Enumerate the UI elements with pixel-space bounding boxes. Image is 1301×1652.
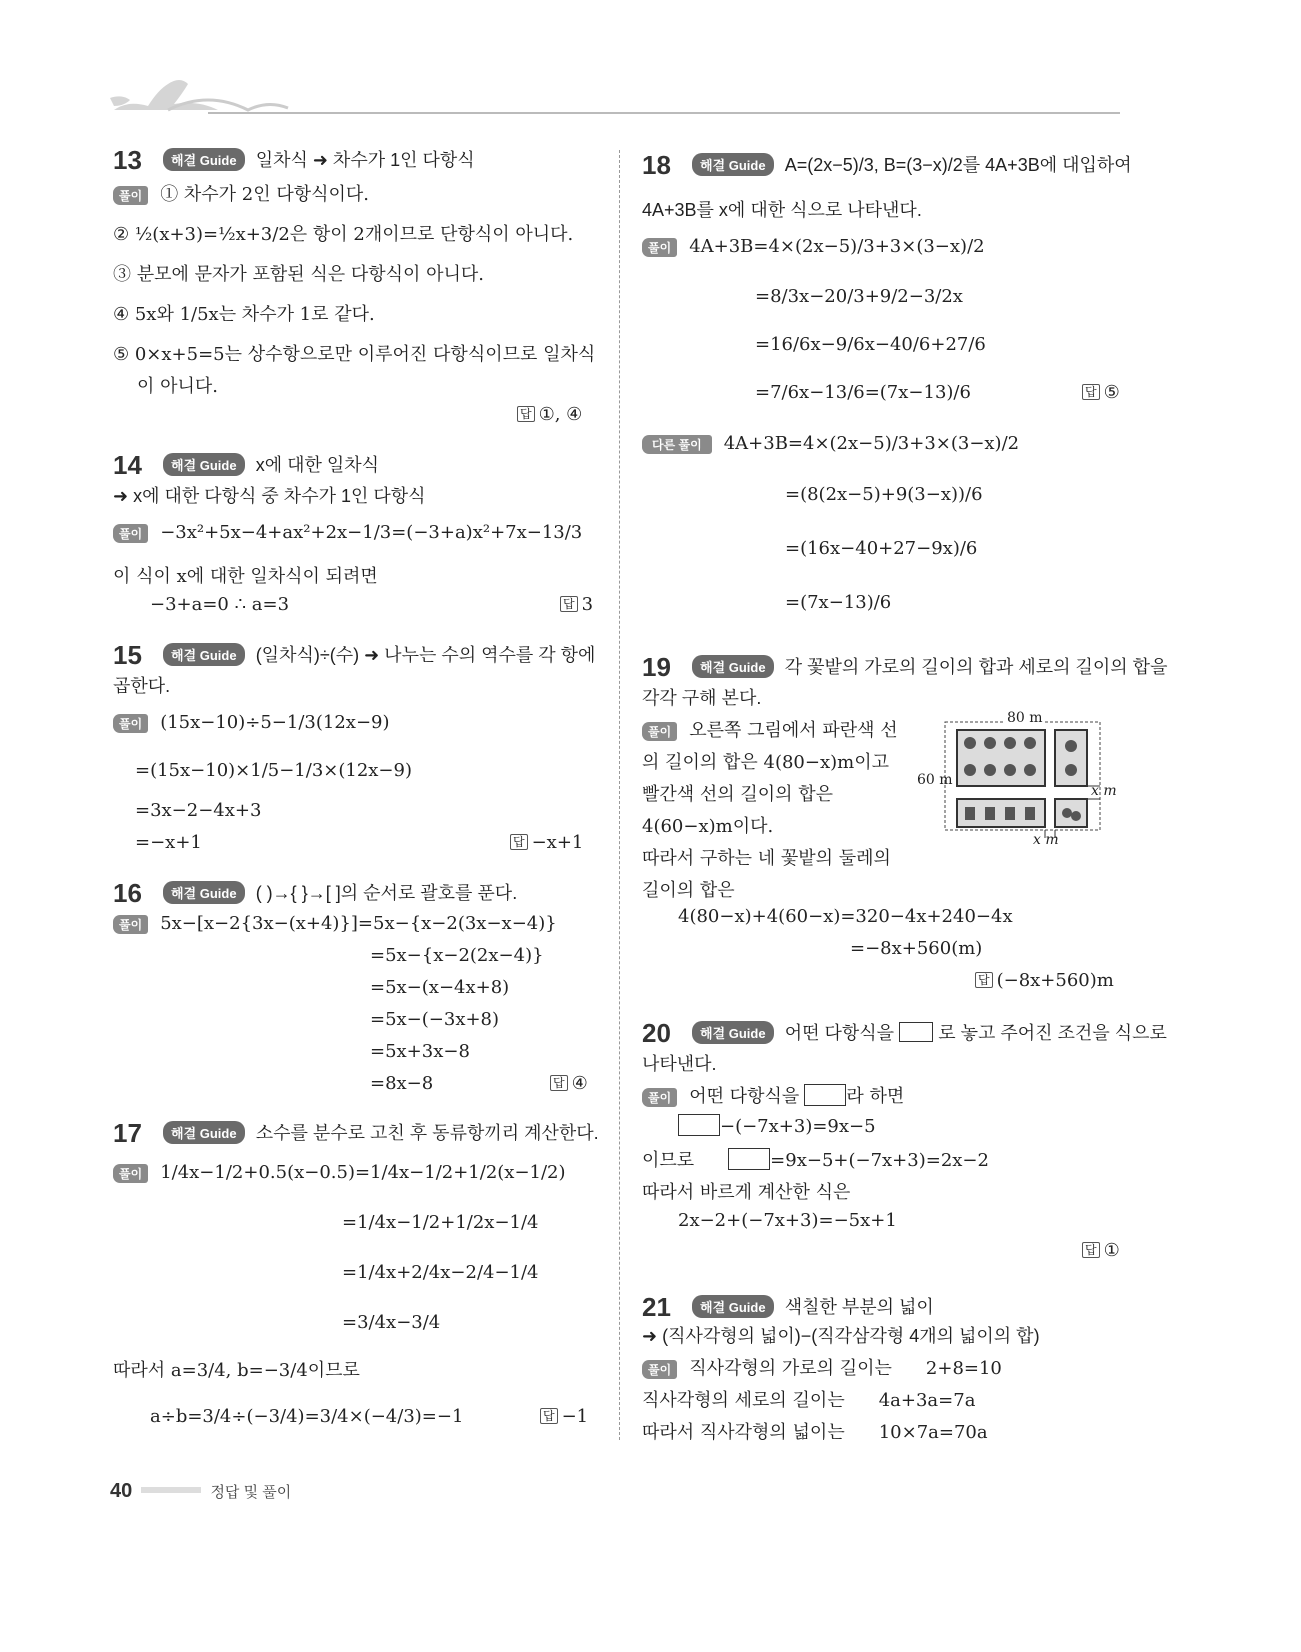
q16-line: =5x−{x−2(2x−4)} (370, 945, 544, 966)
q19-number: 19 (642, 652, 671, 682)
header-seal-icon (108, 70, 1128, 120)
q18-header (642, 150, 1132, 181)
q17-answer-row (540, 1406, 588, 1427)
q13-line: ④ 5x와 1/5x는 차수가 1로 같다. (113, 304, 375, 325)
q20-line: 따라서 바르게 계산한 식은 (642, 1182, 851, 1203)
pul-badge: 풀이 (642, 722, 677, 741)
answer-badge: 답 (510, 834, 528, 850)
q20-line: 이므로 (642, 1150, 695, 1171)
q18-number: 18 (642, 150, 671, 180)
q18-alt-line: =(16x−40+27−9x)/6 (785, 538, 978, 559)
q16-answer-row (550, 1073, 588, 1094)
q19-line: 빨간색 선의 길이의 합은 (642, 784, 834, 805)
q19-line: =−8x+560(m) (850, 938, 983, 959)
answer-badge: 답 (550, 1075, 568, 1091)
q21-guide2: ➜ (직사각형의 넓이)−(직각삼각형 4개의 넓이의 합) (642, 1326, 1040, 1346)
q13-line: ③ 분모에 문자가 포함된 식은 다항식이 아니다. (113, 264, 485, 285)
q14-guide: x에 대한 일차식 (255, 455, 380, 475)
q18-guide: A=(2x−5)/3, B=(3−x)/2를 4A+3B에 대입하여 (784, 155, 1132, 175)
q16-number: 16 (113, 878, 142, 908)
q20-guide2: 나타낸다. (642, 1054, 717, 1074)
q21-header (642, 1292, 934, 1323)
q18-alt-line: 4A+3B=4×(2x−5)/3+3×(3−x)/2 (723, 433, 1020, 454)
q14-guide2: ➜ x에 대한 다항식 중 차수가 1인 다항식 (113, 486, 426, 506)
blank-box (728, 1148, 770, 1170)
q19-line: 4(80−x)+4(60−x)=320−4x+240−4x (678, 906, 1013, 927)
q13-guide: 일차식 ➜ 차수가 1인 다항식 (255, 150, 475, 170)
q17-line: a÷b=3/4÷(−3/4)=3/4×(−4/3)=−1 (150, 1406, 464, 1427)
q15-line: =−x+1 (135, 832, 202, 853)
page-number: 40 (110, 1480, 133, 1502)
q17-header (113, 1118, 599, 1149)
q16-answer: ④ (571, 1073, 588, 1094)
q13-line: ⑤ 0×x+5=5는 상수항으로만 이루어진 다항식이므로 일차식 (113, 344, 596, 365)
blank-box (899, 1022, 933, 1042)
q15-header (113, 640, 595, 671)
q21-value: 2+8=10 (925, 1358, 1002, 1379)
q21-value: 4a+3a=7a (878, 1390, 976, 1411)
answer-badge: 답 (560, 596, 578, 612)
q20-guide-a: 어떤 다항식을 (784, 1023, 895, 1043)
pul-badge: 풀이 (113, 714, 148, 733)
q20-number: 20 (642, 1018, 671, 1048)
answer-badge: 답 (1082, 1242, 1100, 1258)
q15-number: 15 (113, 640, 142, 670)
q20-line: −(−7x+3)=9x−5 (720, 1116, 876, 1137)
fig-label-left: 60 m (917, 772, 953, 788)
q19-line: 오른쪽 그림에서 파란색 선 (689, 720, 898, 741)
q19-guide: 각 꽃밭의 가로의 길이의 합과 세로의 길이의 합을 (784, 657, 1168, 677)
q16-line: 5x−[x−2{3x−(x+4)}]=5x−{x−2(3x−x−4)} (160, 913, 557, 934)
q21-line: 직사각형의 가로의 길이는 (689, 1358, 892, 1379)
answer-badge: 답 (517, 406, 535, 422)
q16-line: =5x−(x−4x+8) (370, 977, 510, 998)
q15-answer: −x+1 (531, 832, 584, 853)
q14-number: 14 (113, 450, 142, 480)
q13-answer-row (517, 404, 582, 425)
q19-line: 길이의 합은 (642, 880, 735, 901)
q21-number: 21 (642, 1292, 671, 1322)
q20-answer: ① (1103, 1240, 1120, 1261)
fig-label-bottom: x m (1033, 832, 1059, 848)
guide-badge: 해결 Guide (692, 655, 774, 678)
guide-badge: 해결 Guide (692, 1021, 774, 1044)
q16-line: =5x+3x−8 (370, 1041, 470, 1062)
guide-badge: 해결 Guide (163, 881, 245, 904)
q18-line: =16/6x−9/6x−40/6+27/6 (755, 334, 986, 355)
alt-solution-badge: 다른 풀이 (642, 435, 712, 454)
q13-answer: ①, ④ (538, 404, 583, 425)
q19-answer-row (975, 970, 1114, 991)
q19-line: 따라서 구하는 네 꽃밭의 둘레의 (642, 848, 891, 869)
footer-label: 정답 및 풀이 (210, 1484, 292, 1501)
pul-badge: 풀이 (642, 1360, 677, 1379)
q18-answer-row (1082, 382, 1120, 403)
q20-line: 라 하면 (846, 1086, 905, 1107)
q18-line: 4A+3B=4×(2x−5)/3+3×(3−x)/2 (689, 236, 985, 257)
q20-line: 어떤 다항식을 (689, 1086, 800, 1107)
q15-guide: (일차식)÷(수) ➜ 나누는 수의 역수를 각 항에 (255, 645, 596, 665)
q20-line: 2x−2+(−7x+3)=−5x+1 (678, 1210, 897, 1231)
fig-label-right: x m (1091, 783, 1117, 799)
q19-flowerbed-figure (915, 708, 1125, 853)
q14-line: −3+a=0 ∴ a=3 (150, 594, 290, 615)
q13-line: ① 차수가 2인 다항식이다. (160, 184, 370, 205)
q17-guide: 소수를 분수로 고친 후 동류항끼리 계산한다. (255, 1123, 599, 1143)
pul-badge: 풀이 (113, 186, 148, 205)
q20-header (642, 1018, 1167, 1049)
q17-answer: −1 (561, 1406, 589, 1427)
guide-badge: 해결 Guide (163, 453, 245, 476)
q19-guide2: 각각 구해 본다. (642, 688, 762, 708)
q17-line: =1/4x+2/4x−2/4−1/4 (342, 1262, 539, 1283)
q14-answer: 3 (581, 594, 594, 615)
answer-badge: 답 (540, 1408, 558, 1424)
q15-line: (15x−10)÷5−1/3(12x−9) (160, 712, 390, 733)
q14-line: 이 식이 x에 대한 일차식이 되려면 (113, 566, 378, 587)
q15-answer-row (510, 832, 583, 853)
q19-line: 4(60−x)m이다. (642, 816, 774, 837)
q13-line: ② ½(x+3)=½x+3/2은 항이 2개이므로 단항식이 아니다. (113, 224, 574, 245)
q18-alt-line: =(8(2x−5)+9(3−x))/6 (785, 484, 983, 505)
q16-line: =5x−(−3x+8) (370, 1009, 500, 1030)
q21-value: 10×7a=70a (878, 1422, 988, 1443)
q18-line: =7/6x−13/6=(7x−13)/6 (755, 382, 971, 403)
page-footer (110, 1480, 291, 1503)
q17-line: =1/4x−1/2+1/2x−1/4 (342, 1212, 539, 1233)
q14-header (113, 450, 379, 481)
q16-guide: ( )→{ }→[ ]의 순서로 괄호를 푼다. (255, 883, 518, 903)
q21-line: 따라서 직사각형의 넓이는 (642, 1422, 845, 1443)
q13-number: 13 (113, 145, 142, 175)
q17-number: 17 (113, 1118, 142, 1148)
q15-line: =3x−2−4x+3 (135, 800, 262, 821)
q20-guide-b: 로 놓고 주어진 조건을 식으로 (938, 1023, 1167, 1043)
answer-badge: 답 (975, 972, 993, 988)
q21-line: 직사각형의 세로의 길이는 (642, 1390, 845, 1411)
q17-line: =3/4x−3/4 (342, 1312, 441, 1333)
q18-answer: ⑤ (1103, 382, 1120, 403)
q15-guide2: 곱한다. (113, 676, 171, 696)
guide-badge: 해결 Guide (163, 1121, 245, 1144)
pul-badge: 풀이 (113, 1164, 148, 1183)
q13-line: 이 아니다. (137, 376, 218, 397)
q19-header (642, 652, 1167, 683)
guide-badge: 해결 Guide (163, 643, 245, 666)
q18-alt-line: =(7x−13)/6 (785, 592, 892, 613)
guide-badge: 해결 Guide (692, 1295, 774, 1318)
answer-badge: 답 (1082, 384, 1100, 400)
q17-line: 따라서 a=3/4, b=−3/4이므로 (113, 1360, 360, 1381)
q16-line: =8x−8 (370, 1073, 434, 1094)
q14-line: −3x²+5x−4+ax²+2x−1/3=(−3+a)x²+7x−13/3 (160, 522, 583, 543)
column-divider (619, 150, 620, 1440)
q20-answer-row (1082, 1240, 1120, 1261)
q20-line: =9x−5+(−7x+3)=2x−2 (770, 1150, 989, 1171)
fig-label-top: 80 m (1007, 710, 1043, 726)
q18-guide2: 4A+3B를 x에 대한 식으로 나타낸다. (642, 200, 922, 220)
pul-badge: 풀이 (642, 1088, 677, 1107)
pul-badge: 풀이 (113, 524, 148, 543)
q19-answer: (−8x+560)m (996, 970, 1114, 991)
q15-line: =(15x−10)×1/5−1/3×(12x−9) (135, 760, 412, 781)
q16-header (113, 878, 517, 909)
footer-bar (141, 1487, 201, 1493)
guide-badge: 해결 Guide (692, 153, 774, 176)
q19-line: 의 길이의 합은 4(80−x)m이고 (642, 752, 889, 773)
guide-badge: 해결 Guide (163, 148, 245, 171)
q14-answer-row (560, 594, 593, 615)
q21-guide: 색칠한 부분의 넓이 (784, 1297, 934, 1317)
blank-box (678, 1114, 720, 1136)
pul-badge: 풀이 (642, 238, 677, 257)
pul-badge: 풀이 (113, 915, 148, 934)
q17-line: 1/4x−1/2+0.5(x−0.5)=1/4x−1/2+1/2(x−1/2) (160, 1162, 566, 1183)
blank-box (804, 1084, 846, 1106)
q18-line: =8/3x−20/3+9/2−3/2x (755, 286, 963, 307)
q13-header (113, 145, 475, 176)
